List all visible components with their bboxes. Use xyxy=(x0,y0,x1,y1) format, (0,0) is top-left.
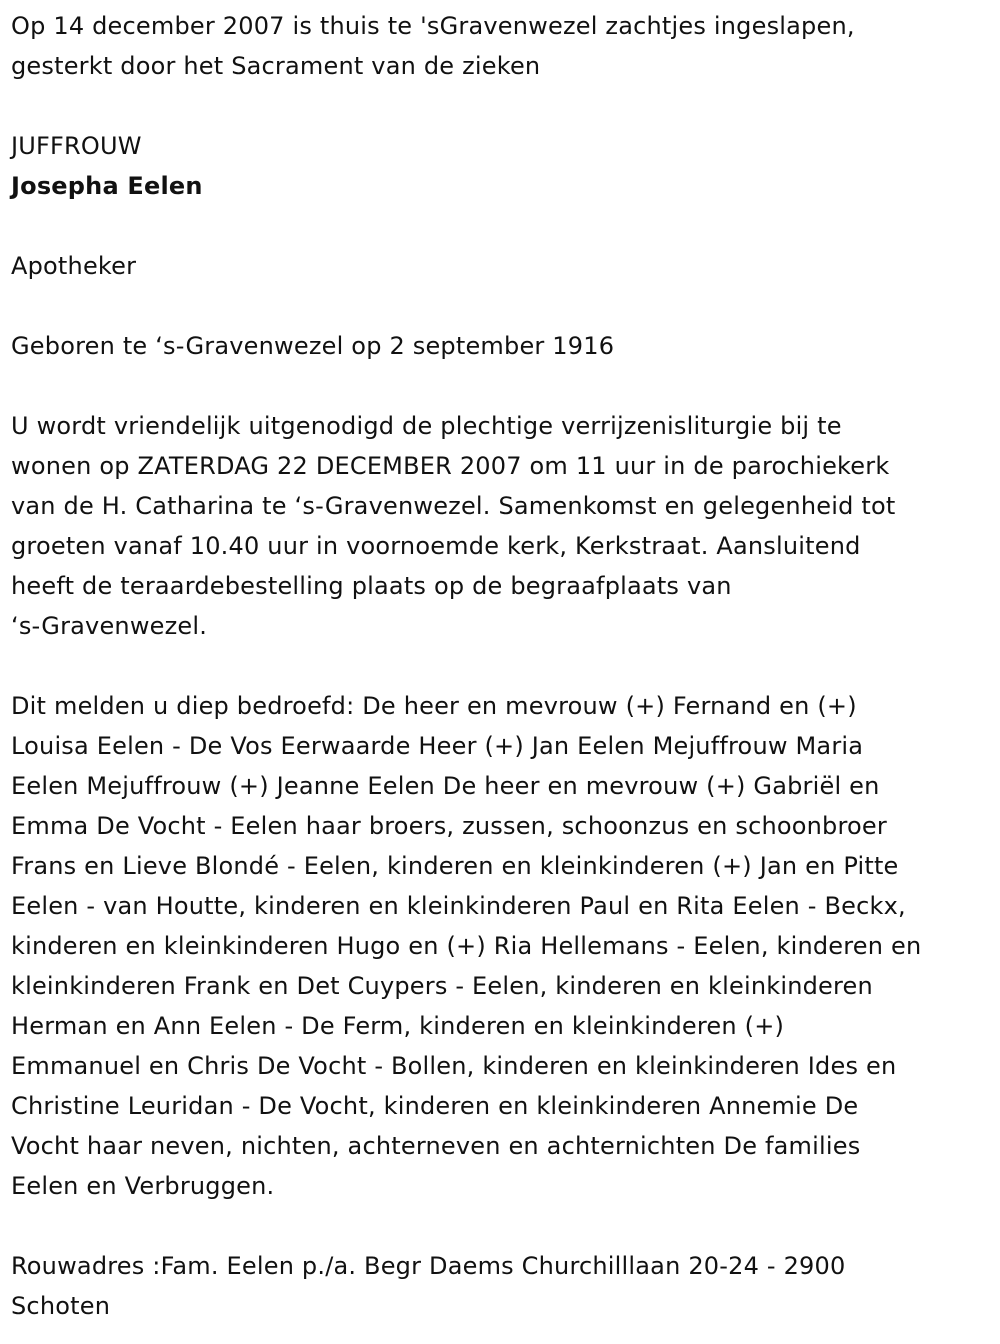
honorific-title: JUFFROUW xyxy=(11,132,142,160)
invitation-line: wonen op ZATERDAG 22 DECEMBER 2007 om 11 uur in de parochiekerk xyxy=(11,452,890,480)
announcement-line: Eelen - van Houtte, kinderen en kleinkinderen Paul en Rita Eelen - Beckx, xyxy=(11,892,906,920)
announcement-line: Eelen en Verbruggen. xyxy=(11,1172,275,1200)
spacer xyxy=(11,646,985,686)
announcement-line: Herman en Ann Eelen - De Ferm, kinderen en kleinkinderen (+) xyxy=(11,1012,785,1040)
intro-line: gesterkt door het Sacrament van de zieken xyxy=(11,52,541,80)
spacer xyxy=(11,1206,985,1246)
invitation-line: heeft de teraardebestelling plaats op de begraafplaats van xyxy=(11,572,732,600)
announcement-line: Emma De Vocht - Eelen haar broers, zussen, schoonzus en schoonbroer xyxy=(11,812,887,840)
spacer xyxy=(11,86,985,126)
intro-paragraph xyxy=(11,6,985,86)
intro-line: Op 14 december 2007 is thuis te 'sGravenwezel zachtjes ingeslapen, xyxy=(11,12,855,40)
address-line: Rouwadres :Fam. Eelen p./a. Begr Daems Churchilllaan 20-24 - 2900 xyxy=(11,1252,846,1280)
address-line: Schoten xyxy=(11,1292,111,1320)
spacer xyxy=(11,206,985,246)
mourning-address xyxy=(11,1246,985,1326)
profession: Apotheker xyxy=(11,252,137,280)
spacer xyxy=(11,366,985,406)
invitation-line: ‘s-Gravenwezel. xyxy=(11,612,208,640)
birth-info: Geboren te ‘s-Gravenwezel op 2 september 1916 xyxy=(11,332,615,360)
announcement-line: Dit melden u diep bedroefd: De heer en mevrouw (+) Fernand en (+) xyxy=(11,692,857,720)
invitation-line: groeten vanaf 10.40 uur in voornoemde kerk, Kerkstraat. Aansluitend xyxy=(11,532,861,560)
spacer xyxy=(11,286,985,326)
announcement-line: Louisa Eelen - De Vos Eerwaarde Heer (+) Jan Eelen Mejuffrouw Maria xyxy=(11,732,864,760)
announcement-line: kinderen en kleinkinderen Hugo en (+) Ria Hellemans - Eelen, kinderen en xyxy=(11,932,922,960)
announcement-line: Eelen Mejuffrouw (+) Jeanne Eelen De heer en mevrouw (+) Gabriël en xyxy=(11,772,880,800)
announcement-line: Emmanuel en Chris De Vocht - Bollen, kinderen en kleinkinderen Ides en xyxy=(11,1052,897,1080)
announcement-paragraph xyxy=(11,686,985,1206)
deceased-name: Josepha Eelen xyxy=(11,172,203,200)
invitation-line: U wordt vriendelijk uitgenodigd de plechtige verrijzenisliturgie bij te xyxy=(11,412,842,440)
announcement-line: Vocht haar neven, nichten, achterneven en achternichten De families xyxy=(11,1132,861,1160)
announcement-line: kleinkinderen Frank en Det Cuypers - Eelen, kinderen en kleinkinderen xyxy=(11,972,873,1000)
invitation-paragraph xyxy=(11,406,985,646)
announcement-line: Christine Leuridan - De Vocht, kinderen en kleinkinderen Annemie De xyxy=(11,1092,859,1120)
invitation-line: van de H. Catharina te ‘s-Gravenwezel. Samenkomst en gelegenheid tot xyxy=(11,492,896,520)
announcement-line: Frans en Lieve Blondé - Eelen, kinderen en kleinkinderen (+) Jan en Pitte xyxy=(11,852,899,880)
